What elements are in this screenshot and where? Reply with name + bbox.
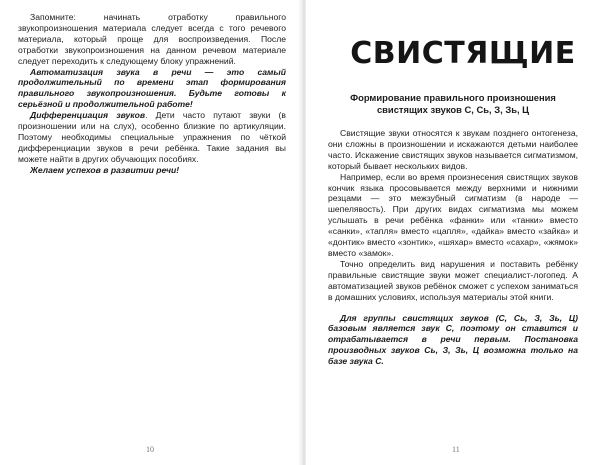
page-number-left: 10 (146, 445, 154, 454)
right-page (306, 0, 608, 465)
paragraph-base-sound: Для группы свистящих звуков (С, Сь, З, Зь, Ц) базовым является звук С, поэтому он ставится и отрабатывается в речи первым. Постановка производных звуков Сь, З, Зь, Ц возможна только на базе звука С. (328, 312, 578, 367)
paragraph-automation: Автоматизация звука в речи — это самый продолжительный по времени этап формирования правильного звукопроизношения. Будьте готовы к серьёзной и продолжительной работе! (18, 66, 286, 110)
page-number-right: 11 (452, 445, 460, 454)
subtitle-line-2: свистящих звуков С, Сь, З, Зь, Ц (376, 104, 530, 115)
left-page (0, 0, 302, 465)
paragraph-start-advice: Запомните: начинать отработку правильного звукопроизношения материала следует всегда с того речевого материала, который проще для воспроизведения. После отработки звукопроизношения на данном речевом материале следует переходить к следующему блоку упражнений. (18, 12, 286, 66)
paragraph-sigmatism-examples: Например, если во время произнесения свистящих звуков кончик языка просовывается между верхними и нижними резцами — это межзубный сигматизм (в народе — шепелявость). При других видах сигматизма мы можем услышать в речи ребёнка «фанки» или «танки» вместо «санки», «тапля» вместо «цапля», «дайка» вместо «зайка» и «донтик» вместо «зонтик», «шяхар» вместо «сахар», «жямок» вместо «замок». (328, 171, 578, 258)
chapter-title: СВИСТЯЩИЕ (350, 36, 576, 71)
section-subtitle (328, 92, 578, 116)
paragraph-differentiation: Дифференциация звуков. Дети часто путают звуки (в произношении или на слух), особенно близкие по артикуляции. Поэтому необходимы специальные упражнения по чёткой дифференциации звуков в речи ребёнка. Такие задания вы можете найти в других обучающих пособиях. (18, 110, 286, 164)
paragraph-good-luck: Желаем успехов в развитии речи! (30, 164, 180, 175)
subtitle-line-1: Формирование правильного произношения (350, 92, 556, 103)
left-page-text (18, 12, 286, 176)
paragraph-speech-therapist: Точно определить вид нарушения и поставить ребёнку правильные свистящие звуки может специалист-логопед. А автоматизацией звуков ребёнок сможет с успехом заниматься в домашних условиях, используя материалы этой книги. (328, 258, 578, 302)
paragraph-whistling-intro: Свистящие звуки относятся к звукам позднего онтогенеза, они сложны в произношении и искажаются детьми наиболее часто. Искажение свистящих звуков называется сигматизмом, который бывает нескольких видов. (328, 128, 578, 171)
right-page-text (328, 128, 578, 367)
